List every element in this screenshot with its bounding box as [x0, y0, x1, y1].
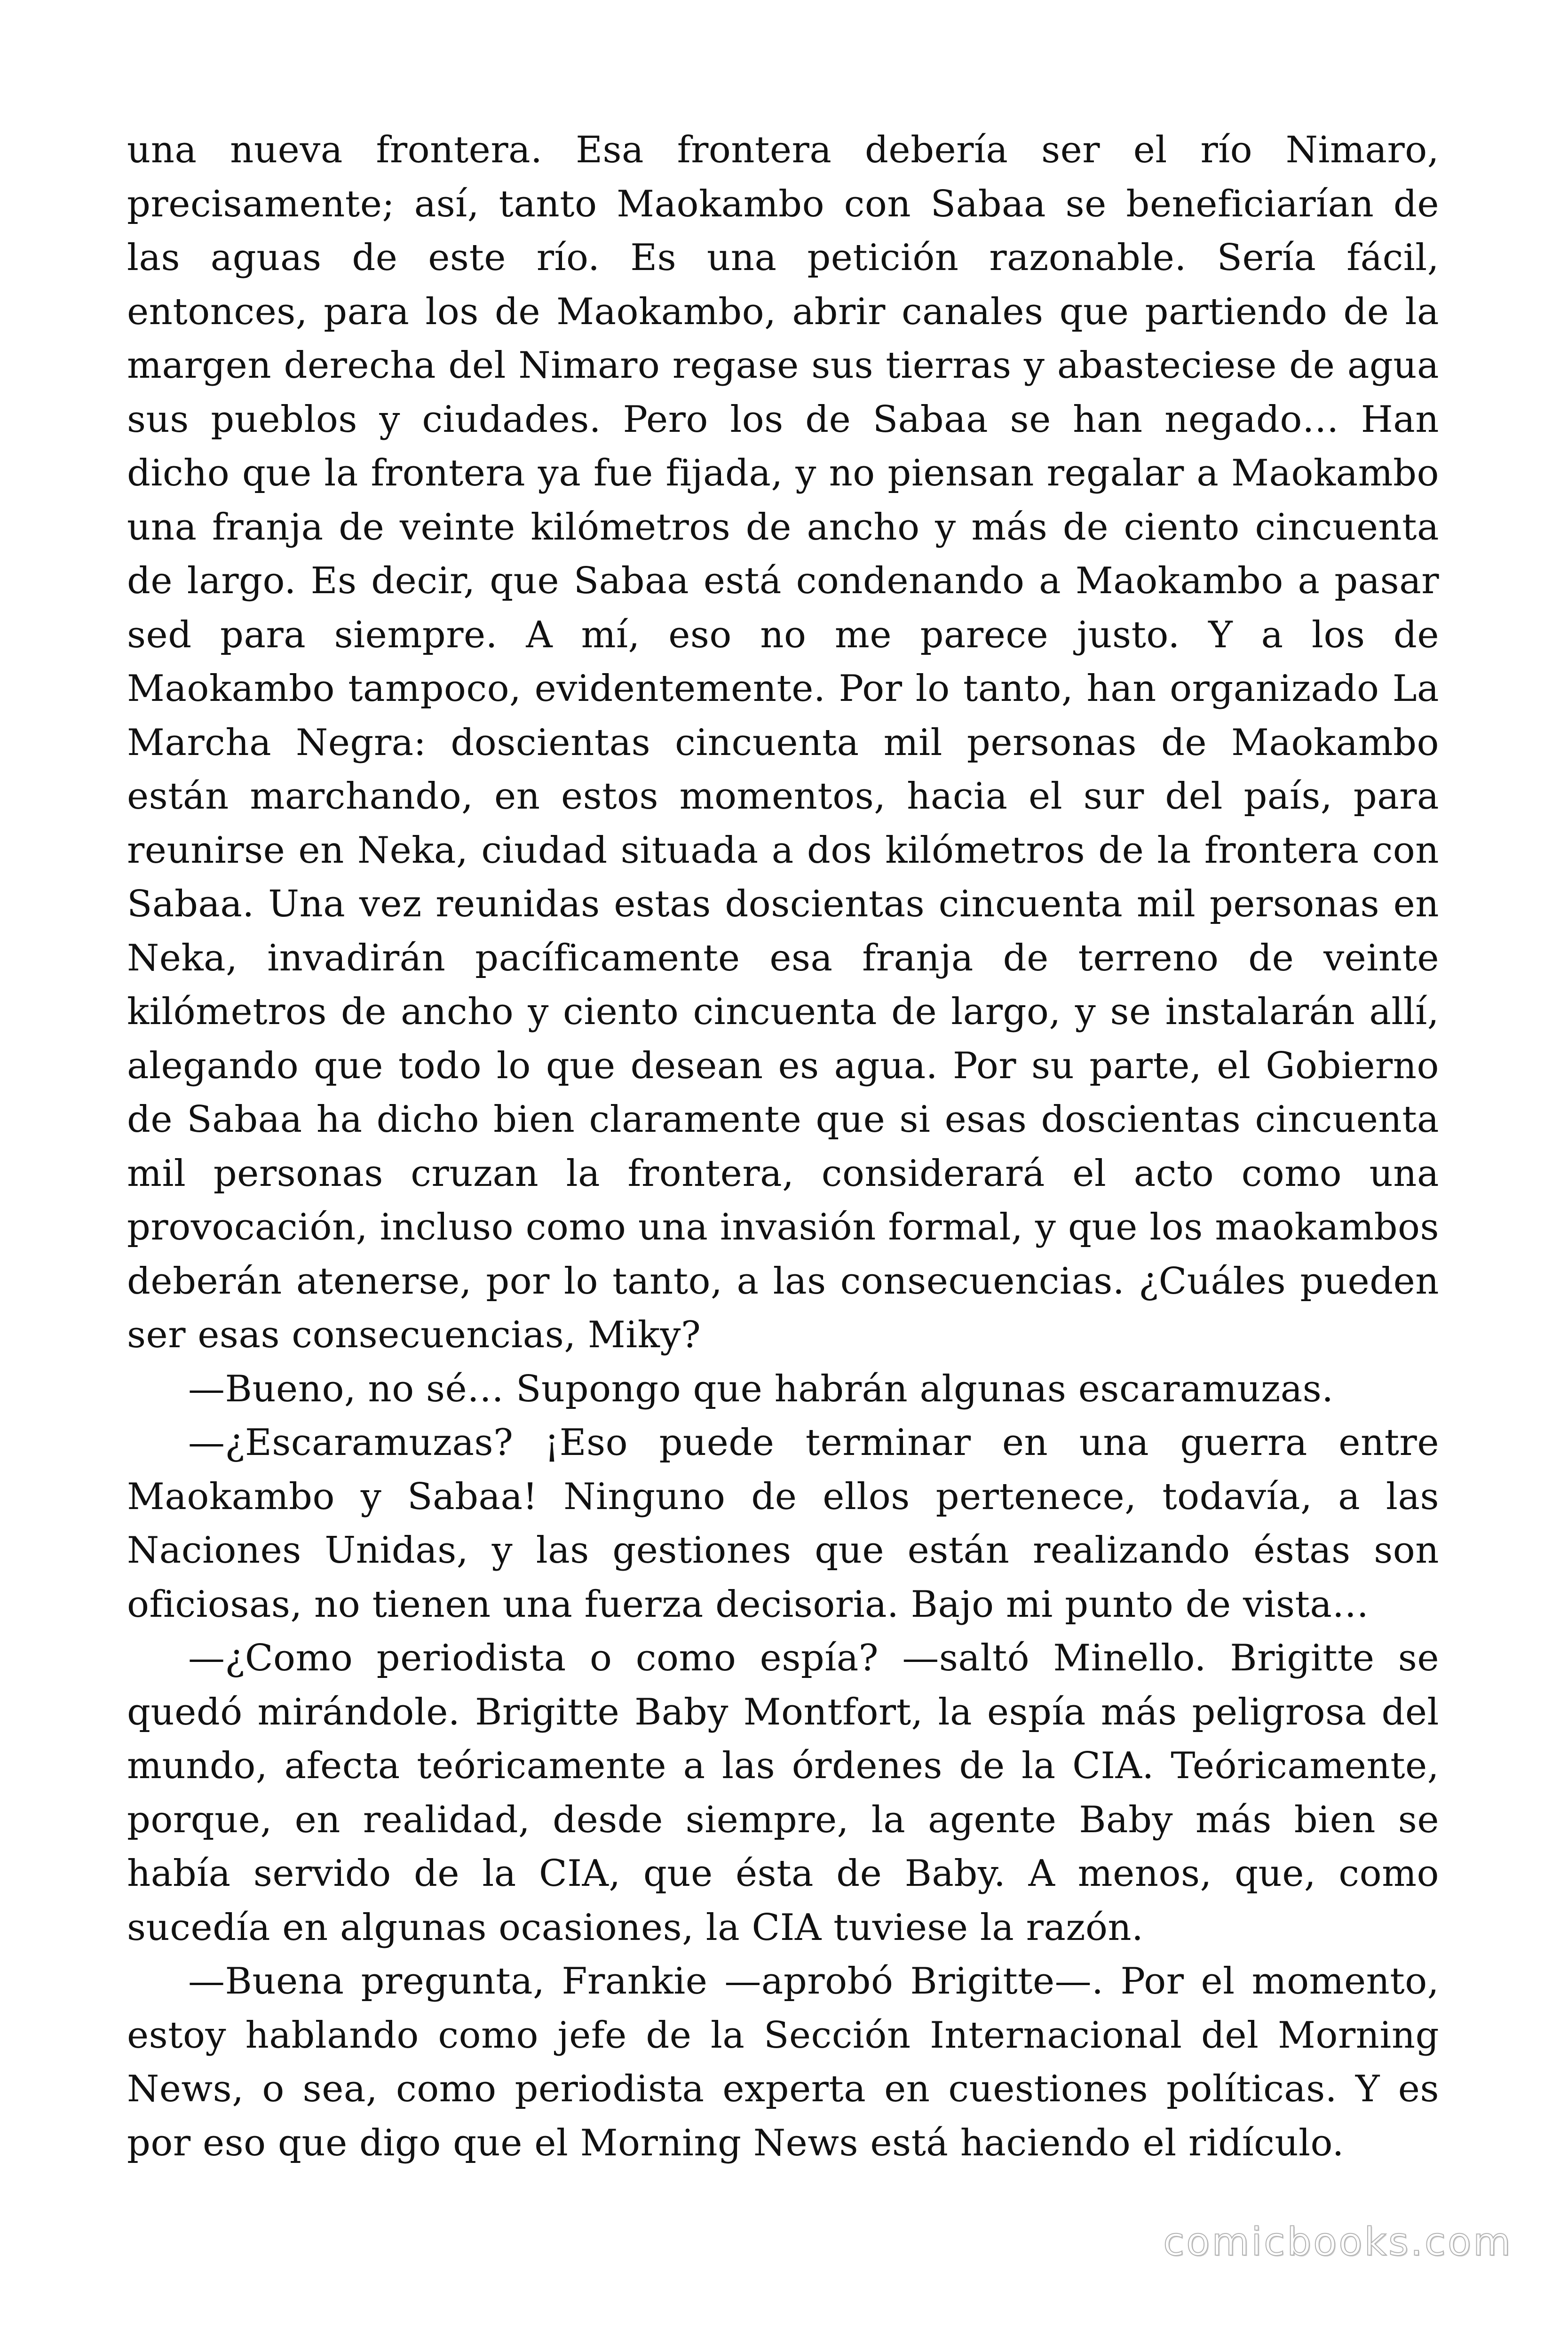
watermark: comicbooks.com [1163, 2220, 1513, 2265]
page-body [127, 123, 1439, 2170]
paragraph-1: una nueva frontera. Esa frontera debería ser el río Nimaro, precisamente; así, tanto Maokambo con Sabaa se beneficiarían de las aguas de este río. Es una petición razonable. Sería fácil, entonces, para los de Maokambo, abrir canales que partiendo de la margen derecha del Nimaro regase sus tierras y abasteciese de agua sus pueblos y ciudades. Pero los de Sabaa se han negado… Han dicho que la frontera ya fue fijada, y no piensan regalar a Maokambo una franja de veinte kilómetros de ancho y más de ciento cincuenta de largo. Es decir, que Sabaa está condenando a Maokambo a pasar sed para siempre. A mí, eso no me parece justo. Y a los de Maokambo tampoco, evidentemente. Por lo tanto, han organizado La Marcha Negra: doscientas cincuenta mil personas de Maokambo están marchando, en estos momentos, hacia el sur del país, para reunirse en Neka, ciudad situada a dos kilómetros de la frontera con Sabaa. Una vez reunidas estas doscientas cincuenta mil personas en Neka, invadirán pacíficamente esa franja de terreno de veinte kilómetros de ancho y ciento cincuenta de largo, y se instalarán allí, alegando que todo lo que desean es agua. Por su parte, el Gobierno de Sabaa ha dicho bien claramente que si esas doscientas cincuenta mil personas cruzan la frontera, considerará el acto como una provocación, incluso como una invasión formal, y que los maokambos deberán atenerse, por lo tanto, a las consecuencias. ¿Cuáles pueden ser esas consecuencias, Miky? [127, 129, 1439, 1356]
paragraph-4: —¿Como periodista o como espía? —saltó Minello. Brigitte se quedó mirándole. Brigitte Baby Montfort, la espía más peligrosa del mundo, afecta teóricamente a las órdenes de la CIA. Teóricamente, porque, en realidad, desde siempre, la agente Baby más bien se había servido de la CIA, que ésta de Baby. A menos, que, como sucedía en algunas ocasiones, la CIA tuviese la razón. [127, 1637, 1439, 1949]
paragraph-2: —Bueno, no sé… Supongo que habrán algunas escaramuzas. [188, 1367, 1334, 1410]
paragraph-5: —Buena pregunta, Frankie —aprobó Brigitte—. Por el momento, estoy hablando como jefe de la Sección Internacional del Morning News, o sea, como periodista experta en cuestiones políticas. Y es por eso que digo que el Morning News está haciendo el ridículo. [127, 1960, 1439, 2164]
paragraph-3: —¿Escaramuzas? ¡Eso puede terminar en una guerra entre Maokambo y Sabaa! Ninguno de ellos pertenece, todavía, a las Naciones Unidas, y las gestiones que están realizando éstas son oficiosas, no tienen una fuerza decisoria. Bajo mi punto de vista… [127, 1422, 1439, 1626]
